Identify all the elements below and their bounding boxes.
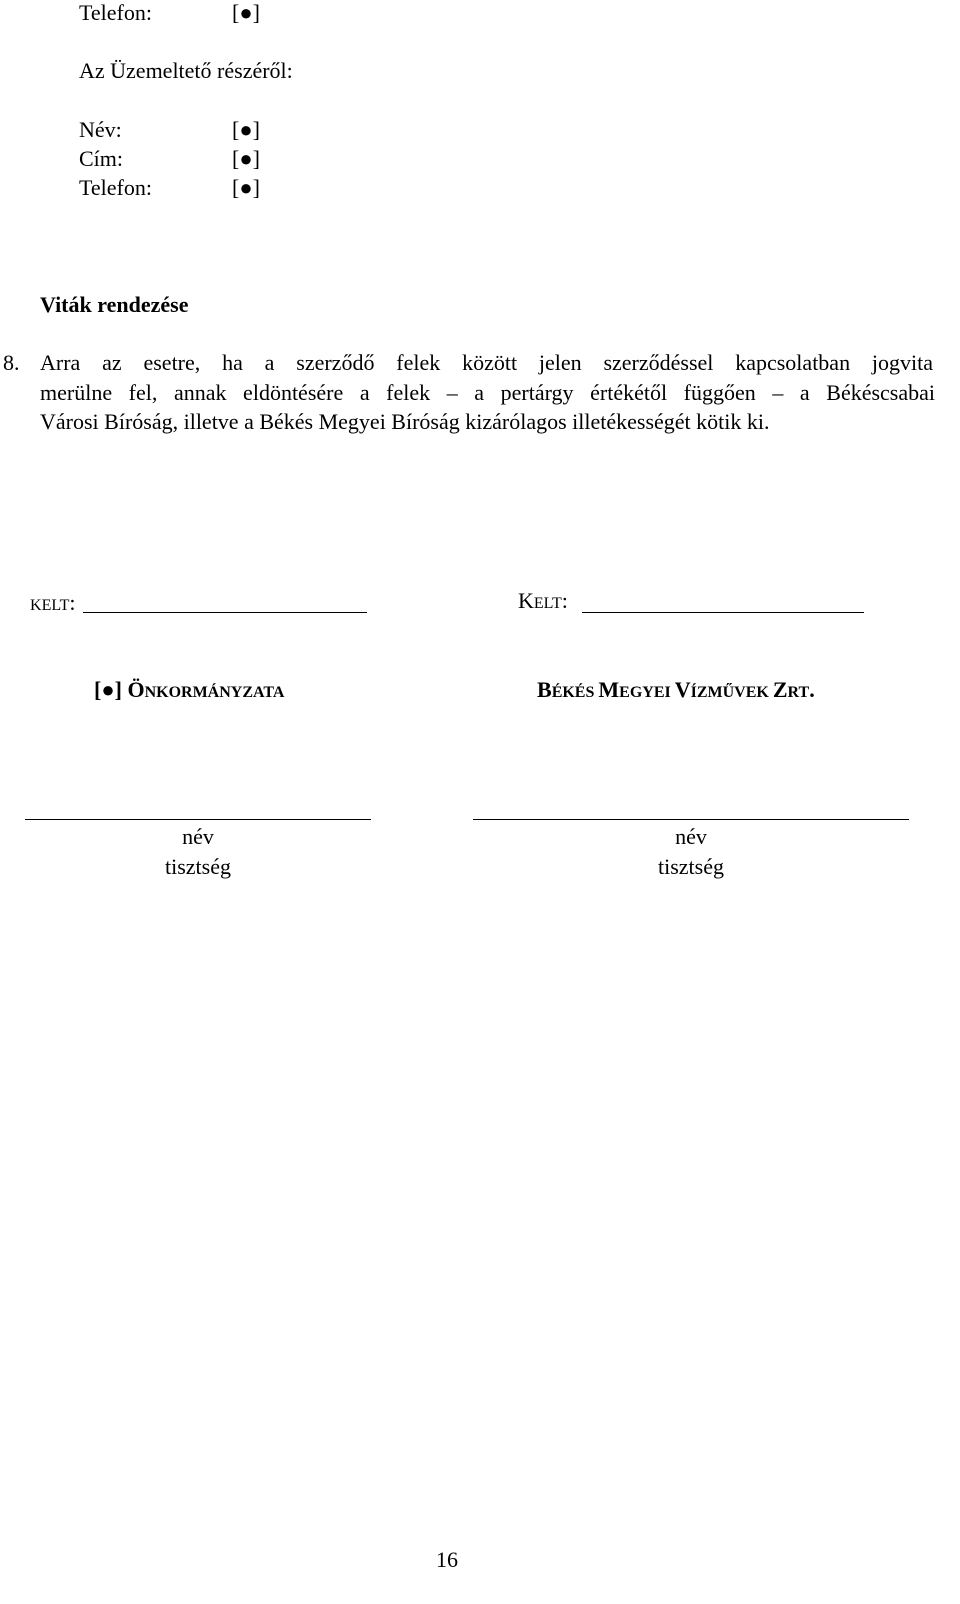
right-signer-name: név xyxy=(675,824,707,849)
right-kelt-label: KELT: xyxy=(518,588,568,613)
page-number: 16 xyxy=(436,1547,458,1572)
clause-line-1: Arra az esetre, ha a szerződő felek között jelen szerződéssel kapcsolatban jogvita xyxy=(40,350,933,375)
left-date-line xyxy=(83,612,367,613)
operator-heading: Az Üzemeltető részéről: xyxy=(79,58,293,83)
operator-phone-label: Telefon: xyxy=(79,175,152,200)
right-organization: BÉKÉS MEGYEI VÍZMŰVEK ZRT. xyxy=(537,677,815,702)
clause-number: 8. xyxy=(3,350,20,375)
operator-address-value: [●] xyxy=(232,146,260,171)
telefon-value: [●] xyxy=(232,0,260,25)
telefon-label: Telefon: xyxy=(79,0,152,25)
operator-name-value: [●] xyxy=(232,117,260,142)
clause-line-2: merülne fel, annak eldöntésére a felek – a pertárgy értékétől függően – a Békéscsabai xyxy=(40,380,935,405)
clause-line-3: Városi Bíróság, illetve a Békés Megyei Bíróság kizárólagos illetékességét kötik ki. xyxy=(40,409,770,434)
left-signer-title: tisztség xyxy=(165,854,231,879)
left-organization: [●] ÖNKORMÁNYZATA xyxy=(94,677,285,702)
left-kelt-label: KELT: xyxy=(30,590,76,615)
right-date-line xyxy=(582,612,864,613)
left-signer-name: név xyxy=(182,824,214,849)
operator-name-label: Név: xyxy=(79,117,122,142)
operator-phone-value: [●] xyxy=(232,175,260,200)
right-signature-line xyxy=(473,819,909,820)
right-signer-title: tisztség xyxy=(658,854,724,879)
operator-address-label: Cím: xyxy=(79,146,124,171)
disputes-title: Viták rendezése xyxy=(40,292,189,317)
left-signature-line xyxy=(25,819,371,820)
